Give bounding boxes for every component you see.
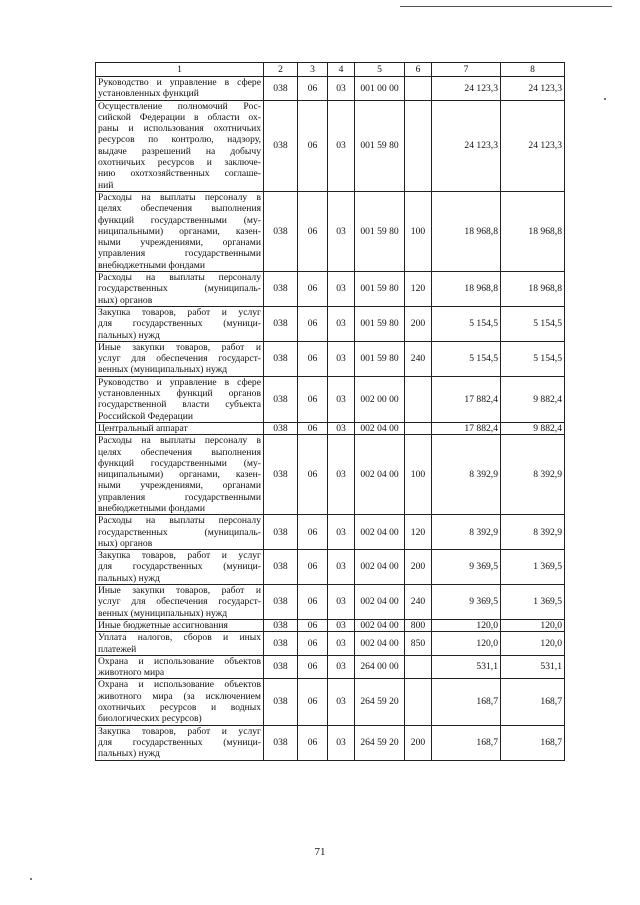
expense-name-line: пальных) нужд xyxy=(98,572,160,584)
expense-name-line: ных) органов xyxy=(98,294,153,306)
expense-type-cell: 200 xyxy=(405,306,432,341)
amount-cell: 24 123,3 xyxy=(432,100,501,191)
expense-name-cell xyxy=(96,550,264,585)
expense-name-line: внебюджетными фондами xyxy=(98,259,205,271)
target-article-cell: 002 00 00 xyxy=(355,376,405,422)
expense-name-line: государственных (муниципаль- xyxy=(98,526,261,538)
expense-name-line: целях обеспечения выполнения xyxy=(98,203,261,215)
section-code-cell: 06 xyxy=(298,306,328,341)
target-article-cell: 264 59 20 xyxy=(355,725,405,760)
expense-type-cell: 200 xyxy=(405,550,432,585)
amount-cell: 8 392,9 xyxy=(432,435,501,515)
amount-cell: 5 154,5 xyxy=(432,306,501,341)
amount-cell: 18 968,8 xyxy=(501,191,565,271)
expense-name-cell xyxy=(96,655,264,679)
ministry-code-cell: 038 xyxy=(264,422,298,434)
amount-cell: 24 123,3 xyxy=(501,77,565,101)
ministry-code-cell: 038 xyxy=(264,376,298,422)
scan-speck xyxy=(30,878,32,880)
expense-name-line: Расходы на выплаты персоналу в xyxy=(98,435,261,447)
target-article-cell: 002 04 00 xyxy=(355,515,405,550)
target-article-cell: 001 59 80 xyxy=(355,191,405,271)
expense-type-cell: 240 xyxy=(405,585,432,620)
expense-name-line: государственной власти субъекта xyxy=(98,399,261,411)
expense-name-line: сийской Федерации в области ох- xyxy=(98,111,261,123)
column-header-7: 7 xyxy=(432,63,501,77)
expense-name-line: Расходы на выплаты персоналу в xyxy=(98,191,261,203)
expense-name-cell xyxy=(96,422,264,434)
subsection-code-cell: 03 xyxy=(328,435,355,515)
expense-name-line: для государственных (муници- xyxy=(98,561,261,573)
section-code-cell: 06 xyxy=(298,100,328,191)
expense-name-line: управления государственными xyxy=(98,248,261,260)
expense-name-cell xyxy=(96,725,264,760)
amount-cell: 168,7 xyxy=(432,725,501,760)
expense-type-cell xyxy=(405,77,432,101)
expense-name-line: ными учреждениями, органами xyxy=(98,237,261,249)
expense-name-cell xyxy=(96,376,264,422)
table-row xyxy=(96,191,565,271)
amount-cell: 120,0 xyxy=(432,619,501,631)
amount-cell: 120,0 xyxy=(501,632,565,656)
expense-name-cell xyxy=(96,341,264,376)
table-row xyxy=(96,585,565,620)
expense-name-line: биологических ресурсов) xyxy=(98,713,202,725)
amount-cell: 18 968,8 xyxy=(432,272,501,307)
amount-cell: 120,0 xyxy=(432,632,501,656)
expense-name-cell xyxy=(96,435,264,515)
subsection-code-cell: 03 xyxy=(328,632,355,656)
expense-type-cell: 120 xyxy=(405,515,432,550)
expense-name-line: Российской Федерации xyxy=(98,410,193,422)
column-header-6: 6 xyxy=(405,63,432,77)
column-header-5: 5 xyxy=(355,63,405,77)
table-row xyxy=(96,306,565,341)
section-code-cell: 06 xyxy=(298,725,328,760)
amount-cell: 1 369,5 xyxy=(501,550,565,585)
expense-name-line: Осуществление полномочий Рос- xyxy=(98,100,261,112)
top-rule xyxy=(400,6,612,7)
expense-name-line: ресурсов по контролю, надзору, xyxy=(98,134,261,146)
amount-cell: 9 369,5 xyxy=(432,585,501,620)
table-row xyxy=(96,376,565,422)
amount-cell: 18 968,8 xyxy=(501,272,565,307)
expense-name-line: пальных) нужд xyxy=(98,329,160,341)
target-article-cell: 001 59 80 xyxy=(355,306,405,341)
expense-name-line: ниципальными) органами, казен- xyxy=(98,225,261,237)
section-code-cell: 06 xyxy=(298,191,328,271)
ministry-code-cell: 038 xyxy=(264,632,298,656)
expense-name-line: животного мира (за исключением xyxy=(98,690,261,702)
amount-cell: 5 154,5 xyxy=(501,341,565,376)
section-code-cell: 06 xyxy=(298,376,328,422)
budget-table xyxy=(95,62,565,761)
expense-name-line: выдаче разрешений на добычу xyxy=(98,145,261,157)
subsection-code-cell: 03 xyxy=(328,100,355,191)
expense-type-cell xyxy=(405,100,432,191)
ministry-code-cell: 038 xyxy=(264,435,298,515)
amount-cell: 9 882,4 xyxy=(501,422,565,434)
expense-name-line: управления государственными xyxy=(98,491,261,503)
expense-name-line: Иные закупки товаров, работ и xyxy=(98,585,261,597)
expense-name-line: ных) органов xyxy=(98,537,153,549)
ministry-code-cell: 038 xyxy=(264,77,298,101)
expense-name-line: венных (муниципальных) нужд xyxy=(98,607,228,619)
table-row xyxy=(96,435,565,515)
subsection-code-cell: 03 xyxy=(328,655,355,679)
expense-name-line: Центральный аппарат xyxy=(98,422,188,434)
amount-cell: 168,7 xyxy=(501,725,565,760)
expense-name-line: внебюджетными фондами xyxy=(98,502,205,514)
subsection-code-cell: 03 xyxy=(328,585,355,620)
expense-type-cell: 100 xyxy=(405,435,432,515)
amount-cell: 168,7 xyxy=(501,679,565,725)
subsection-code-cell: 03 xyxy=(328,619,355,631)
subsection-code-cell: 03 xyxy=(328,550,355,585)
subsection-code-cell: 03 xyxy=(328,77,355,101)
section-code-cell: 06 xyxy=(298,272,328,307)
expense-type-cell: 200 xyxy=(405,725,432,760)
amount-cell: 5 154,5 xyxy=(432,341,501,376)
expense-name-line: Руководство и управление в сфере xyxy=(98,376,261,388)
expense-name-line: установленных функций xyxy=(98,88,199,100)
expense-name-line: Иные закупки товаров, работ и xyxy=(98,341,261,353)
expense-name-line: Закупка товаров, работ и услуг xyxy=(98,550,261,562)
ministry-code-cell: 038 xyxy=(264,100,298,191)
amount-cell: 17 882,4 xyxy=(432,376,501,422)
page-number: 71 xyxy=(314,846,326,858)
target-article-cell: 002 04 00 xyxy=(355,619,405,631)
amount-cell: 8 392,9 xyxy=(432,515,501,550)
subsection-code-cell: 03 xyxy=(328,341,355,376)
amount-cell: 9 882,4 xyxy=(501,376,565,422)
target-article-cell: 001 59 80 xyxy=(355,272,405,307)
expense-name-line: охотничьих ресурсов и заключе- xyxy=(98,157,261,169)
expense-name-line: услуг для обеспечения государст- xyxy=(98,596,261,608)
expense-type-cell: 850 xyxy=(405,632,432,656)
table-row xyxy=(96,725,565,760)
expense-type-cell: 100 xyxy=(405,191,432,271)
expense-name-line: государственных (муниципаль- xyxy=(98,283,261,295)
section-code-cell: 06 xyxy=(298,585,328,620)
target-article-cell: 001 59 80 xyxy=(355,341,405,376)
table-row xyxy=(96,550,565,585)
table-header-row xyxy=(96,63,565,77)
expense-name-line: Закупка товаров, работ и услуг xyxy=(98,306,261,318)
table-row xyxy=(96,422,565,434)
target-article-cell: 264 00 00 xyxy=(355,655,405,679)
expense-name-line: Закупка товаров, работ и услуг xyxy=(98,725,261,737)
amount-cell: 5 154,5 xyxy=(501,306,565,341)
ministry-code-cell: 038 xyxy=(264,306,298,341)
expense-name-line: для государственных (муници- xyxy=(98,736,261,748)
section-code-cell: 06 xyxy=(298,655,328,679)
section-code-cell: 06 xyxy=(298,515,328,550)
expense-name-cell xyxy=(96,191,264,271)
expense-name-cell xyxy=(96,77,264,101)
expense-name-cell xyxy=(96,306,264,341)
subsection-code-cell: 03 xyxy=(328,376,355,422)
expense-name-line: Охрана и использование объектов xyxy=(98,679,261,691)
table-body xyxy=(96,77,565,761)
table-row xyxy=(96,632,565,656)
target-article-cell: 002 04 00 xyxy=(355,550,405,585)
amount-cell: 17 882,4 xyxy=(432,422,501,434)
column-header-2: 2 xyxy=(264,63,298,77)
column-header-1: 1 xyxy=(96,63,264,77)
expense-name-line: ными учреждениями, органами xyxy=(98,480,261,492)
ministry-code-cell: 038 xyxy=(264,725,298,760)
table-row xyxy=(96,77,565,101)
subsection-code-cell: 03 xyxy=(328,422,355,434)
ministry-code-cell: 038 xyxy=(264,550,298,585)
expense-type-cell: 800 xyxy=(405,619,432,631)
expense-name-line: ниципальными) органами, казен- xyxy=(98,469,261,481)
table-row xyxy=(96,655,565,679)
expense-type-cell xyxy=(405,679,432,725)
ministry-code-cell: 038 xyxy=(264,655,298,679)
ministry-code-cell: 038 xyxy=(264,341,298,376)
expense-name-cell xyxy=(96,619,264,631)
expense-name-line: охотничьих ресурсов и водных xyxy=(98,702,261,714)
table-row xyxy=(96,272,565,307)
table-row xyxy=(96,341,565,376)
expense-name-line: Расходы на выплаты персоналу xyxy=(98,515,261,527)
amount-cell: 8 392,9 xyxy=(501,435,565,515)
expense-name-line: пальных) нужд xyxy=(98,748,160,760)
expense-name-line: раны и использования охотничьих xyxy=(98,123,261,135)
subsection-code-cell: 03 xyxy=(328,306,355,341)
expense-name-cell xyxy=(96,515,264,550)
target-article-cell: 002 04 00 xyxy=(355,422,405,434)
amount-cell: 9 369,5 xyxy=(432,550,501,585)
expense-name-cell xyxy=(96,632,264,656)
amount-cell: 24 123,3 xyxy=(501,100,565,191)
amount-cell: 8 392,9 xyxy=(501,515,565,550)
expense-type-cell: 120 xyxy=(405,272,432,307)
section-code-cell: 06 xyxy=(298,435,328,515)
expense-name-line: функций государственными (му- xyxy=(98,457,261,469)
table-row xyxy=(96,679,565,725)
column-header-3: 3 xyxy=(298,63,328,77)
expense-name-line: Руководство и управление в сфере xyxy=(98,77,261,88)
subsection-code-cell: 03 xyxy=(328,679,355,725)
expense-name-line: нию охотхозяйственных соглаше- xyxy=(98,168,261,180)
amount-cell: 24 123,3 xyxy=(432,77,501,101)
amount-cell: 531,1 xyxy=(501,655,565,679)
expense-name-cell xyxy=(96,100,264,191)
expense-name-line: услуг для обеспечения государст- xyxy=(98,353,261,365)
section-code-cell: 06 xyxy=(298,619,328,631)
ministry-code-cell: 038 xyxy=(264,515,298,550)
ministry-code-cell: 038 xyxy=(264,679,298,725)
expense-name-line: животного мира xyxy=(98,667,165,679)
expense-name-line: Уплата налогов, сборов и иных xyxy=(98,632,261,644)
expense-name-cell xyxy=(96,679,264,725)
section-code-cell: 06 xyxy=(298,550,328,585)
expense-name-line: Расходы на выплаты персоналу xyxy=(98,272,261,284)
ministry-code-cell: 038 xyxy=(264,619,298,631)
target-article-cell: 002 04 00 xyxy=(355,435,405,515)
target-article-cell: 001 00 00 xyxy=(355,77,405,101)
ministry-code-cell: 038 xyxy=(264,585,298,620)
column-header-4: 4 xyxy=(328,63,355,77)
column-header-8: 8 xyxy=(501,63,565,77)
section-code-cell: 06 xyxy=(298,77,328,101)
subsection-code-cell: 03 xyxy=(328,272,355,307)
amount-cell: 168,7 xyxy=(432,679,501,725)
target-article-cell: 002 04 00 xyxy=(355,632,405,656)
expense-type-cell xyxy=(405,655,432,679)
section-code-cell: 06 xyxy=(298,679,328,725)
expense-type-cell xyxy=(405,422,432,434)
amount-cell: 531,1 xyxy=(432,655,501,679)
expense-type-cell: 240 xyxy=(405,341,432,376)
target-article-cell: 264 59 20 xyxy=(355,679,405,725)
table-row xyxy=(96,619,565,631)
ministry-code-cell: 038 xyxy=(264,272,298,307)
amount-cell: 18 968,8 xyxy=(432,191,501,271)
expense-name-line: целях обеспечения выполнения xyxy=(98,446,261,458)
expense-name-line: установленных функций органов xyxy=(98,388,261,400)
expense-name-line: для государственных (муници- xyxy=(98,318,261,330)
table-row xyxy=(96,100,565,191)
subsection-code-cell: 03 xyxy=(328,725,355,760)
expense-type-cell xyxy=(405,376,432,422)
subsection-code-cell: 03 xyxy=(328,191,355,271)
expense-name-line: Охрана и использование объектов xyxy=(98,655,261,667)
amount-cell: 120,0 xyxy=(501,619,565,631)
ministry-code-cell: 038 xyxy=(264,191,298,271)
table-row xyxy=(96,515,565,550)
section-code-cell: 06 xyxy=(298,632,328,656)
expense-name-line: ний xyxy=(98,179,114,191)
subsection-code-cell: 03 xyxy=(328,515,355,550)
amount-cell: 1 369,5 xyxy=(501,585,565,620)
target-article-cell: 002 04 00 xyxy=(355,585,405,620)
target-article-cell: 001 59 80 xyxy=(355,100,405,191)
expense-name-cell xyxy=(96,585,264,620)
expense-name-line: Иные бюджетные ассигнования xyxy=(98,619,228,631)
expense-name-cell xyxy=(96,272,264,307)
expense-name-line: венных (муниципальных) нужд xyxy=(98,364,228,376)
section-code-cell: 06 xyxy=(298,422,328,434)
expense-name-line: функций государственными (му- xyxy=(98,214,261,226)
scan-speck xyxy=(604,98,606,100)
expense-name-line: платежей xyxy=(98,643,137,655)
section-code-cell: 06 xyxy=(298,341,328,376)
